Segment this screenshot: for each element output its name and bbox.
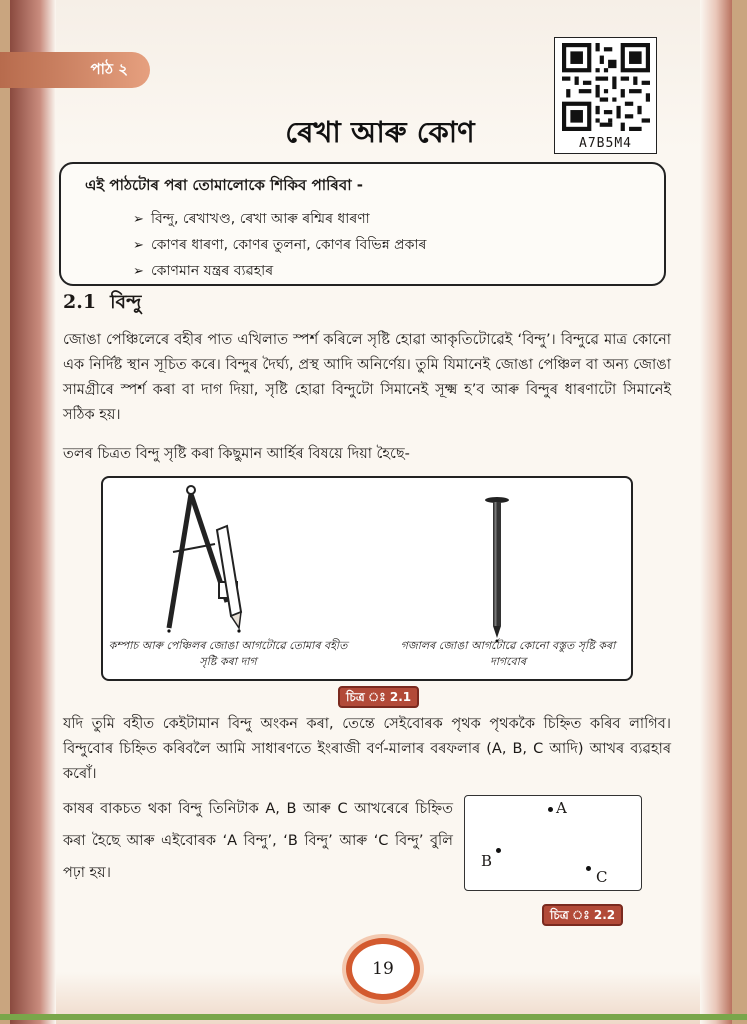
paragraph-3: যদি তুমি বহীত কেইটামান বিন্দু অংকন কৰা, তেন্তে সেইবোৰক পৃথক পৃথককৈ চিহ্নিত কৰিব লাগিব। বিন্দুবোৰ চিহ্নিত কৰিবলৈ আমি সাধাৰণতে ইংৰাজী বৰ্ণ-মালাৰ বৰফলাৰ (A, B, C আদি) আখৰ ব্যৱহাৰ কৰোঁ।	[63, 716, 671, 782]
compass-pencil-illustration	[133, 482, 333, 642]
goals-list	[133, 206, 426, 284]
arrow-icon: ➢	[133, 263, 144, 279]
section-heading	[63, 288, 141, 320]
point-b-dot	[496, 848, 501, 853]
qr-code-icon	[562, 43, 650, 131]
chapter-title: ৰেখা আৰু কোণ	[285, 115, 475, 149]
figure-2-1	[101, 476, 633, 681]
chapter-tab: পাঠ ২	[0, 52, 150, 88]
nail-illustration	[467, 492, 527, 652]
paragraph-1: জোঙা পেঞ্চিলেৰে বহীৰ পাত এখিলাত স্পৰ্শ কৰিলে সৃষ্টি হোৱা আকৃতিটোৱেই ‘বিন্দু’। বিন্দুৱে মাত্ৰ কোনো এক নিৰ্দিষ্ট স্থান সূচিত কৰে। বিন্দুৰ দৈৰ্ঘ্য, প্ৰস্থ আদি অনিৰ্ণেয়। তুমি যিমানেই জোঙা পেঞ্চিল বা অন্য জোঙা সামগ্ৰীৰে স্পৰ্শ কৰা বা দাগ দিয়া, সৃষ্টি হোৱা বিন্দুটো সিমানেই সূক্ষ্ম হ’ব আৰু বিন্দুৰ ধাৰণাটো সিমানেই সঠিক হয়।	[63, 332, 671, 423]
caption-nail: গজালৰ জোঙা আগটোৱে কোনো বস্তুত সৃষ্টি কৰা দাগবোৰ	[400, 639, 616, 668]
figure-2-2	[464, 795, 642, 891]
goal-text: কোণমান যন্ত্ৰৰ ব্যৱহাৰ	[151, 263, 274, 279]
goal-text: বিন্দু, ৰেখাখণ্ড, ৰেখা আৰু ৰশ্মিৰ ধাৰণা	[151, 211, 370, 227]
learning-goals-box	[59, 162, 666, 286]
point-a-label: A	[556, 799, 567, 817]
goal-item	[133, 258, 426, 284]
paragraph-4: কাষৰ বাকচত থকা বিন্দু তিনিটাক A, B আৰু C আখৰেৰে চিহ্নিত কৰা হৈছে আৰু এইবোৰক ‘A বিন্দু’, ‘B বিন্দু’ আৰু ‘C বিন্দু’ বুলি পঢ়া হয়।	[63, 801, 453, 881]
goals-heading: এই পাঠটোৰ পৰা তোমালোকে শিকিব পাৰিবা -	[85, 176, 364, 194]
section-title: বিন্দু	[110, 291, 142, 313]
arrow-icon: ➢	[133, 237, 144, 253]
point-c-label: C	[596, 868, 608, 886]
qr-code-box[interactable]	[554, 37, 657, 154]
paragraph-2: তলৰ চিত্ৰত বিন্দু সৃষ্টি কৰা কিছুমান আৰ্হিৰ বিষয়ে দিয়া হৈছে-	[63, 446, 410, 462]
figure-label-2-2: চিত্ৰ ঃ 2.2	[542, 904, 623, 926]
section-number: 2.1	[63, 291, 97, 313]
bottom-edge-line	[0, 1014, 747, 1020]
point-a-dot	[548, 807, 553, 812]
page-number: 19	[346, 938, 420, 1000]
point-c-dot	[586, 866, 591, 871]
figure-label-2-1: চিত্ৰ ঃ 2.1	[338, 686, 419, 708]
goal-item	[133, 232, 426, 258]
goal-item	[133, 206, 426, 232]
point-b-label: B	[481, 852, 493, 870]
caption-compass: কম্পাচ আৰু পেঞ্চিলৰ জোঙা আগটোৱে তোমাৰ বহীত সৃষ্টি কৰা দাগ	[108, 639, 348, 668]
arrow-icon: ➢	[133, 211, 144, 227]
qr-code-text: A7B5M4	[579, 136, 632, 151]
goal-text: কোণৰ ধাৰণা, কোণৰ তুলনা, কোণৰ বিভিন্ন প্ৰকাৰ	[151, 237, 427, 253]
